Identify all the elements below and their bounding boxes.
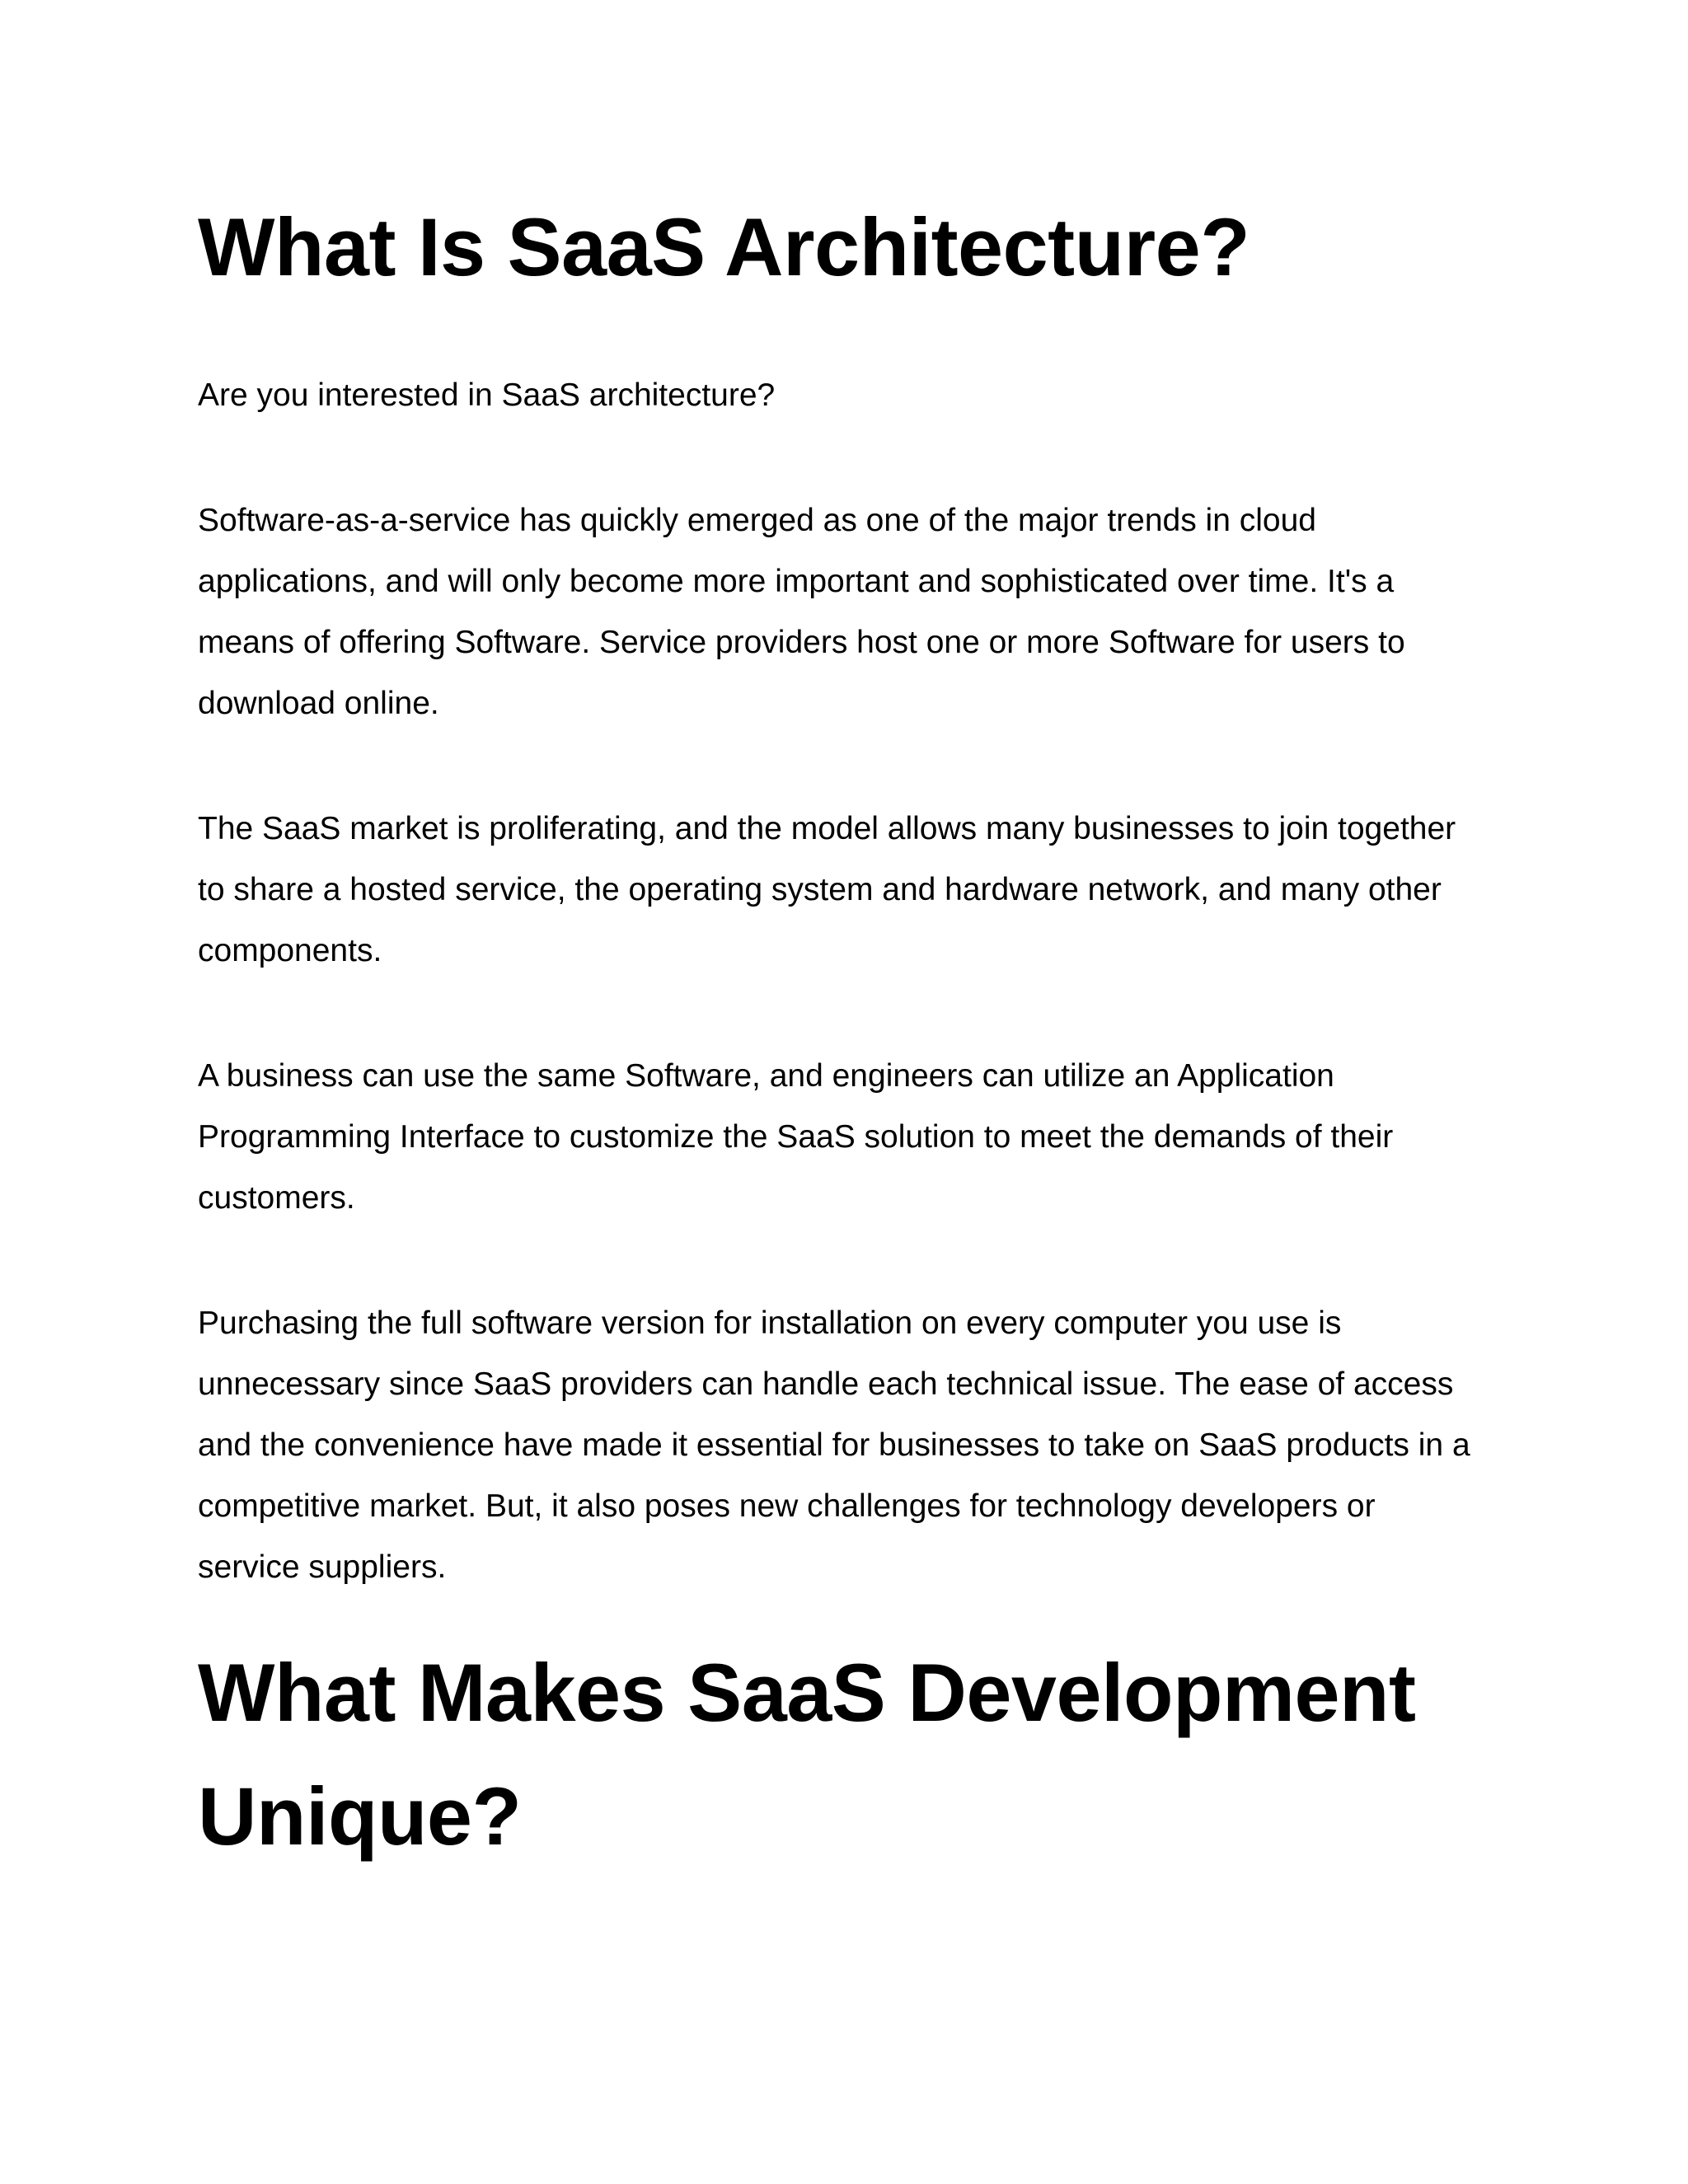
paragraph-software-as-a-service: Software-as-a-service has quickly emerged as one of the major trends in cloud applications, and will only become more important and sophisticated over time. It's a means of offering Software. Service providers host one or more Software for users to download online.	[198, 503, 1405, 721]
paragraph-saas-market: The SaaS market is proliferating, and the model allows many businesses to join together to share a hosted service, the operating system and hardware network, and many other components.	[198, 811, 1456, 968]
paragraph-purchasing-software: Purchasing the full software version for installation on every computer you use is unnecessary since SaaS providers can handle each technical issue. The ease of access and the convenience have made it essential for businesses to take on SaaS products in a competitive market. But, it also poses new challenges for technology developers or service suppliers.	[198, 1305, 1470, 1585]
heading-what-is-saas-architecture: What Is SaaS Architecture?	[198, 201, 1250, 293]
paragraph-intro-question: Are you interested in SaaS architecture?	[198, 377, 776, 413]
paragraph-business-api: A business can use the same Software, and engineers can utilize an Application Programming Interface to customize the SaaS solution to meet the demands of their customers.	[198, 1058, 1394, 1216]
document-body	[198, 185, 1484, 1878]
heading-what-makes-saas-unique: What Makes SaaS Development Unique?	[198, 1647, 1416, 1862]
